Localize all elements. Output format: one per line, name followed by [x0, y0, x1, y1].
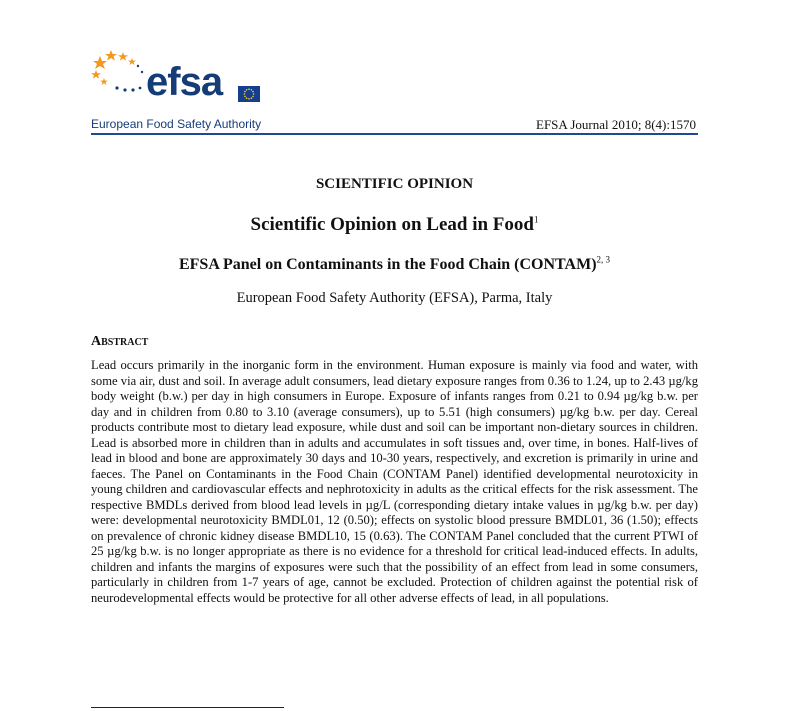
title-footnote-ref[interactable]: 1	[533, 214, 539, 225]
abstract-heading: Abstract	[91, 334, 149, 349]
affiliation: European Food Safety Authority (EFSA), Parma, Italy	[236, 290, 553, 306]
journal-reference: EFSA Journal 2010; 8(4):1570	[536, 117, 696, 132]
efsa-wordmark: efsa	[146, 60, 223, 104]
authority-name: European Food Safety Authority	[91, 117, 262, 131]
abstract-text: Lead occurs primarily in the inorganic form in the environment. Human exposure is mainly via food and water, with some via air, dust and soil. In average adult consumers, lead dietary exposure ranges from 0.36 to 1.24, up to 2.43 µg/kg body weight (b.w.) per day in high consumers in Europe. Exposure of infants ranges from 0.21 to 0.94 µg/kg b.w. per day and in children from 0.80 to 3.10 (average consumers), up to 5.51 (high consumers) µg/kg b.w. per day. Cereal products contribute most to dietary lead exposure, while dust and soil can be important non-dietary sources in children. Lead is absorbed more in children than in adults and accumulates in soft tissues and, over time, in bones. Half-lives of lead in blood and bone are approximately 30 days and 10-30 years, respectively, and excretion is primarily in urine and faeces. The Panel on Contaminants in the Food Chain (CONTAM Panel) identified developmental neurotoxicity in young children and cardiovascular effects and nephrotoxicity in adults as the critical effects for the risk assessment. The respective BMDLs derived from blood lead levels in µg/L (corresponding dietary intake values in µg/kg b.w. per day) were: developmental neurotoxicity BMDL01, 12 (0.50); effects on systolic blood pressure BMDL01, 36 (1.50); effects on prevalence of chronic kidney disease BMDL10, 15 (0.63). The CONTAM Panel concluded that the current PTWI of 25 µg/kg b.w. is no longer appropriate as there is no evidence for a threshold for critical lead-induced effects. In adults, children and infants the margins of exposures were such that the possibility of an effect from lead in some consumers, particularly in children from 1-7 years of age, cannot be excluded. Protection of children against the potential risk of neurodevelopmental effects would be protective for all other adverse effects of lead, in all populations.	[91, 358, 698, 605]
eu-flag-icon	[238, 86, 260, 102]
panel-text: EFSA Panel on Contaminants in the Food Chain (CONTAM)	[178, 256, 597, 273]
section-type-heading: SCIENTIFIC OPINION	[315, 176, 474, 192]
panel-name	[91, 256, 698, 274]
page-title	[91, 214, 698, 236]
footnote-divider	[91, 707, 284, 708]
header-divider	[91, 133, 698, 135]
efsa-logo	[90, 48, 280, 118]
title-text: Scientific Opinion on Lead in Food	[250, 214, 534, 235]
panel-footnote-ref[interactable]: 2, 3	[596, 254, 611, 265]
